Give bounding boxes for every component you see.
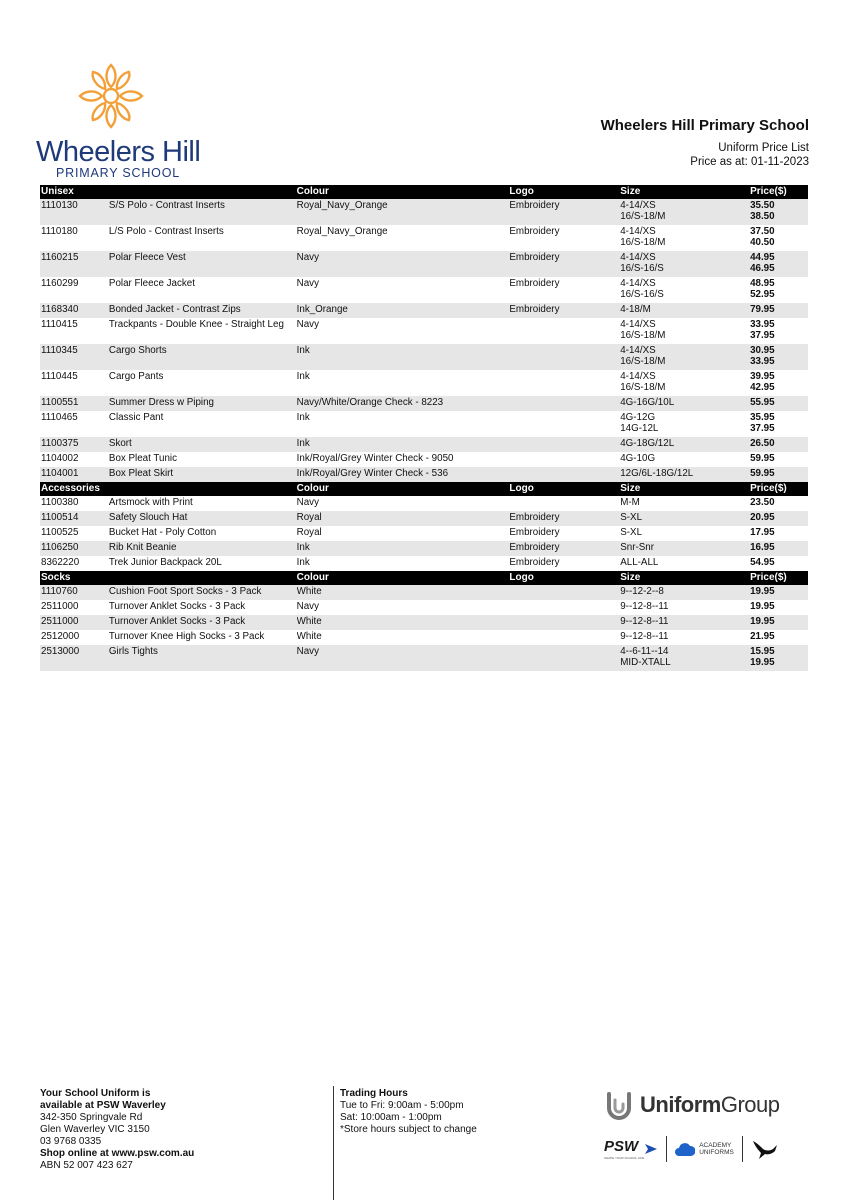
- item-colour: Ink/Royal/Grey Winter Check - 9050: [296, 453, 454, 464]
- table-row: [40, 496, 808, 511]
- item-logo: [509, 631, 620, 642]
- table-row: [40, 411, 808, 437]
- price-value: 55.95: [750, 397, 775, 408]
- item-logo: Embroidery: [509, 226, 560, 237]
- item-description: Cushion Foot Sport Socks - 3 Pack: [108, 586, 262, 597]
- price-value: 19.95: [750, 616, 775, 627]
- sub-brands: [604, 1136, 809, 1162]
- table-row: [40, 452, 808, 467]
- item-sizes: [620, 468, 750, 479]
- item-sizes: [620, 601, 750, 612]
- item-colour: Ink: [296, 371, 310, 382]
- item-prices: [750, 438, 808, 449]
- size-value: 4-14/XS: [620, 278, 656, 289]
- price-header: Price($): [750, 186, 787, 197]
- price-value: 19.95: [750, 657, 775, 668]
- logo-header: Logo: [509, 483, 534, 494]
- price-value: 44.95: [750, 252, 775, 263]
- item-prices: [750, 304, 808, 315]
- item-prices: [750, 371, 808, 393]
- item-colour: Navy/White/Orange Check - 8223: [296, 397, 444, 408]
- item-code: 1100380: [41, 497, 79, 508]
- item-prices: [750, 497, 808, 508]
- store-address-1: 342-350 Springvale Rd: [40, 1112, 143, 1123]
- psw-tagline: SHAPE YOUR SCHOOL LIFE: [604, 1156, 645, 1160]
- item-prices: [750, 601, 808, 612]
- item-colour: Royal: [296, 512, 322, 523]
- size-value: 4G-16G/10L: [620, 397, 675, 408]
- item-description: Safety Slouch Hat: [108, 512, 188, 523]
- size-value: 4G-10G: [620, 453, 656, 464]
- item-description: Box Pleat Tunic: [108, 453, 177, 464]
- page-subtitle: Uniform Price List: [718, 142, 809, 154]
- item-code: 2512000: [41, 631, 80, 642]
- price-value: 39.95: [750, 371, 775, 382]
- price-value: 30.95: [750, 345, 775, 356]
- item-code: 2511000: [41, 601, 79, 612]
- academy-logo: [675, 1141, 734, 1157]
- item-logo: Embroidery: [509, 557, 560, 568]
- puma-cat-icon: [751, 1137, 779, 1161]
- item-sizes: [620, 527, 750, 538]
- item-code: 1168340: [41, 304, 79, 315]
- size-value: 16/S-18/M: [620, 382, 666, 393]
- hours-note: *Store hours subject to change: [340, 1124, 477, 1135]
- size-value: MID-XTALL: [620, 657, 671, 668]
- price-value: 26.50: [750, 438, 775, 449]
- price-value: 42.95: [750, 382, 775, 393]
- item-sizes: [620, 616, 750, 627]
- price-value: 40.50: [750, 237, 775, 248]
- item-description: Turnover Anklet Socks - 3 Pack: [108, 601, 246, 612]
- item-description: Bucket Hat - Poly Cotton: [108, 527, 217, 538]
- item-code: 2511000: [41, 616, 79, 627]
- item-prices: [750, 542, 808, 553]
- price-header: Price($): [750, 572, 787, 583]
- hours-title: Trading Hours: [340, 1088, 408, 1099]
- item-logo: Embroidery: [509, 527, 560, 538]
- item-logo: Embroidery: [509, 304, 560, 315]
- size-value: 14G-12L: [620, 423, 659, 434]
- item-description: Turnover Anklet Socks - 3 Pack: [108, 616, 246, 627]
- item-description: Skort: [108, 438, 132, 449]
- table-row: [40, 526, 808, 541]
- section-header: [40, 482, 808, 496]
- footer-divider: [333, 1086, 334, 1200]
- brand-separator: [666, 1136, 667, 1162]
- item-sizes: [620, 438, 750, 449]
- table-row: [40, 630, 808, 645]
- item-code: 1160215: [41, 252, 79, 263]
- size-value: 4-14/XS: [620, 252, 656, 263]
- size-value: M-M: [620, 497, 640, 508]
- price-value: 46.95: [750, 263, 775, 274]
- table-row: [40, 585, 808, 600]
- item-description: Summer Dress w Piping: [108, 397, 214, 408]
- item-description: Rib Knit Beanie: [108, 542, 177, 553]
- item-colour: Navy: [296, 252, 319, 263]
- item-sizes: [620, 646, 750, 668]
- store-phone: 03 9768 0335: [40, 1136, 102, 1147]
- table-row: [40, 437, 808, 452]
- price-value: 33.95: [750, 356, 775, 367]
- item-prices: [750, 557, 808, 568]
- item-description: Trek Junior Backpack 20L: [108, 557, 222, 568]
- item-colour: Ink: [296, 557, 310, 568]
- size-value: 4-14/XS: [620, 371, 656, 382]
- price-value: 19.95: [750, 601, 775, 612]
- size-value: Snr-Snr: [620, 542, 654, 553]
- table-row: [40, 600, 808, 615]
- hours-saturday: Sat: 10:00am - 1:00pm: [340, 1112, 442, 1123]
- item-description: L/S Polo - Contrast Inserts: [108, 226, 224, 237]
- item-code: 1110130: [41, 200, 78, 211]
- item-description: S/S Polo - Contrast Inserts: [108, 200, 225, 211]
- size-header: Size: [620, 483, 641, 494]
- item-prices: [750, 412, 808, 434]
- item-logo: [509, 438, 620, 449]
- item-sizes: [620, 345, 750, 367]
- size-value: 16/S-18/M: [620, 330, 666, 341]
- table-row: [40, 467, 808, 482]
- item-description: Girls Tights: [108, 646, 158, 657]
- item-logo: Embroidery: [509, 200, 560, 211]
- table-row: [40, 303, 808, 318]
- colour-header: Colour: [296, 483, 329, 494]
- item-code: 1100375: [41, 438, 79, 449]
- item-logo: [509, 319, 620, 341]
- table-row: [40, 370, 808, 396]
- item-code: 1104001: [41, 468, 79, 479]
- item-sizes: [620, 586, 750, 597]
- flower-logo-icon: [76, 60, 146, 132]
- item-colour: White: [296, 586, 322, 597]
- item-sizes: [620, 304, 750, 315]
- hours-weekday: Tue to Fri: 9:00am - 5:00pm: [340, 1100, 464, 1111]
- item-colour: Ink: [296, 345, 310, 356]
- item-prices: [750, 646, 808, 668]
- item-description: Cargo Shorts: [108, 345, 167, 356]
- item-prices: [750, 345, 808, 367]
- size-header: Size: [620, 572, 641, 583]
- store-abn: ABN 52 007 423 627: [40, 1160, 133, 1171]
- item-prices: [750, 397, 808, 408]
- size-value: 16/S-16/S: [620, 289, 664, 300]
- item-logo: [509, 601, 620, 612]
- item-prices: [750, 512, 808, 523]
- item-sizes: [620, 631, 750, 642]
- store-title-2: available at PSW Waverley: [40, 1100, 166, 1111]
- document-header: [601, 117, 809, 168]
- item-code: 1100551: [41, 397, 79, 408]
- price-value: 37.95: [750, 330, 775, 341]
- item-logo: [509, 412, 620, 434]
- item-prices: [750, 586, 808, 597]
- item-logo: [509, 586, 620, 597]
- price-value: 48.95: [750, 278, 775, 289]
- logo-header: Logo: [509, 186, 534, 197]
- table-row: [40, 225, 808, 251]
- item-prices: [750, 278, 808, 300]
- item-colour: Navy: [296, 319, 319, 330]
- size-value: 4--6-11--14: [620, 646, 669, 657]
- item-colour: Ink: [296, 438, 310, 449]
- size-value: 4-14/XS: [620, 319, 656, 330]
- table-row: [40, 541, 808, 556]
- item-sizes: [620, 453, 750, 464]
- item-code: 1104002: [41, 453, 79, 464]
- item-description: Polar Fleece Vest: [108, 252, 186, 263]
- item-description: Classic Pant: [108, 412, 164, 423]
- size-value: 16/S-18/M: [620, 237, 666, 248]
- table-row: [40, 511, 808, 526]
- size-value: S-XL: [620, 512, 643, 523]
- item-logo: Embroidery: [509, 252, 560, 263]
- price-table: [40, 185, 808, 671]
- item-code: 1110465: [41, 412, 78, 423]
- item-code: 1110760: [41, 586, 78, 597]
- academy-cloud-icon: [675, 1141, 695, 1157]
- size-value: 9--12-8--11: [620, 616, 669, 627]
- item-colour: Navy: [296, 601, 319, 612]
- size-value: 4G-12G: [620, 412, 656, 423]
- item-code: 1110345: [41, 345, 78, 356]
- page-title: Wheelers Hill Primary School: [600, 117, 809, 134]
- item-prices: [750, 453, 808, 464]
- item-code: 1110180: [41, 226, 78, 237]
- price-value: 16.95: [750, 542, 775, 553]
- table-row: [40, 396, 808, 411]
- section-name: Accessories: [41, 483, 100, 494]
- price-value: 35.95: [750, 412, 775, 423]
- item-code: 1160299: [41, 278, 79, 289]
- item-sizes: [620, 397, 750, 408]
- item-code: 1100525: [41, 527, 79, 538]
- item-logo: [509, 453, 620, 464]
- table-row: [40, 199, 808, 225]
- item-description: Box Pleat Skirt: [108, 468, 174, 479]
- price-value: 21.95: [750, 631, 775, 642]
- item-code: 8362220: [41, 557, 80, 568]
- brand-logos: [604, 1088, 809, 1162]
- item-prices: [750, 226, 808, 248]
- store-title-1: Your School Uniform is: [40, 1088, 151, 1099]
- item-logo: [509, 371, 620, 393]
- item-sizes: [620, 497, 750, 508]
- item-prices: [750, 468, 808, 479]
- table-row: [40, 318, 808, 344]
- price-value: 19.95: [750, 586, 775, 597]
- item-sizes: [620, 542, 750, 553]
- price-value: 17.95: [750, 527, 775, 538]
- psw-word: PSW: [604, 1138, 639, 1155]
- size-header: Size: [620, 186, 641, 197]
- size-value: ALL-ALL: [620, 557, 659, 568]
- item-colour: Navy: [296, 646, 319, 657]
- section-name: Unisex: [41, 186, 74, 197]
- uniform-word: Uniform: [640, 1092, 721, 1117]
- psw-logo: [604, 1138, 644, 1160]
- academy-word: ACADEMY: [699, 1142, 732, 1149]
- size-value: S-XL: [620, 527, 643, 538]
- item-colour: Ink_Orange: [296, 304, 348, 315]
- school-logo: [36, 60, 201, 180]
- item-sizes: [620, 252, 750, 274]
- price-value: 54.95: [750, 557, 775, 568]
- section-header: [40, 185, 808, 199]
- colour-header: Colour: [296, 572, 329, 583]
- store-info: [40, 1088, 194, 1172]
- price-value: 79.95: [750, 304, 775, 315]
- table-row: [40, 251, 808, 277]
- table-row: [40, 615, 808, 630]
- item-logo: [509, 345, 620, 367]
- brand-separator-2: [742, 1136, 743, 1162]
- price-value: 59.95: [750, 453, 775, 464]
- item-logo: Embroidery: [509, 278, 560, 289]
- colour-header: Colour: [296, 186, 329, 197]
- item-colour: Ink: [296, 542, 310, 553]
- store-address-2: Glen Waverley VIC 3150: [40, 1124, 150, 1135]
- item-prices: [750, 527, 808, 538]
- size-value: 16/S-18/M: [620, 356, 666, 367]
- section-name: Socks: [41, 572, 71, 583]
- item-code: 2513000: [41, 646, 80, 657]
- shop-online: Shop online at www.psw.com.au: [40, 1148, 195, 1159]
- item-sizes: [620, 319, 750, 341]
- price-value: 20.95: [750, 512, 775, 523]
- item-code: 1100514: [41, 512, 79, 523]
- size-value: 4G-18G/12L: [620, 438, 675, 449]
- item-description: Turnover Knee High Socks - 3 Pack: [108, 631, 265, 642]
- item-logo: [509, 497, 620, 508]
- table-row: [40, 556, 808, 571]
- item-sizes: [620, 226, 750, 248]
- item-colour: Royal: [296, 527, 322, 538]
- item-logo: [509, 616, 620, 627]
- size-value: 4-14/XS: [620, 226, 656, 237]
- table-row: [40, 645, 808, 671]
- table-row: [40, 344, 808, 370]
- size-value: 16/S-18/M: [620, 211, 666, 222]
- item-sizes: [620, 278, 750, 300]
- item-colour: Navy: [296, 278, 319, 289]
- price-value: 37.95: [750, 423, 775, 434]
- uniforms-word: UNIFORMS: [699, 1149, 734, 1156]
- item-colour: Navy: [296, 497, 319, 508]
- price-value: 59.95: [750, 468, 775, 479]
- item-code: 1106250: [41, 542, 79, 553]
- trading-hours: [340, 1088, 477, 1136]
- item-description: Artsmock with Print: [108, 497, 193, 508]
- price-header: Price($): [750, 483, 787, 494]
- psw-arrow-icon: [644, 1143, 658, 1155]
- item-prices: [750, 616, 808, 627]
- item-logo: [509, 468, 620, 479]
- item-code: 1110445: [41, 371, 78, 382]
- price-value: 33.95: [750, 319, 775, 330]
- item-prices: [750, 319, 808, 341]
- group-word: Group: [720, 1092, 780, 1117]
- item-logo: Embroidery: [509, 512, 560, 523]
- item-prices: [750, 631, 808, 642]
- size-value: 4-14/XS: [620, 345, 656, 356]
- item-prices: [750, 252, 808, 274]
- item-sizes: [620, 412, 750, 434]
- item-logo: [509, 397, 620, 408]
- size-value: 9--12-2--8: [620, 586, 664, 597]
- school-subtitle: PRIMARY SCHOOL: [56, 166, 180, 180]
- item-logo: Embroidery: [509, 542, 560, 553]
- item-sizes: [620, 200, 750, 222]
- section-header: [40, 571, 808, 585]
- price-value: 35.50: [750, 200, 775, 211]
- size-value: 16/S-16/S: [620, 263, 664, 274]
- item-colour: Ink/Royal/Grey Winter Check - 536: [296, 468, 449, 479]
- item-colour: White: [296, 631, 322, 642]
- item-description: Polar Fleece Jacket: [108, 278, 195, 289]
- item-code: 1110415: [41, 319, 78, 330]
- price-value: 15.95: [750, 646, 775, 657]
- uniform-group-icon: [604, 1088, 634, 1122]
- item-colour: Royal_Navy_Orange: [296, 200, 388, 211]
- size-value: 9--12-8--11: [620, 601, 669, 612]
- logo-header: Logo: [509, 572, 534, 583]
- item-colour: Ink: [296, 412, 310, 423]
- item-sizes: [620, 557, 750, 568]
- size-value: 12G/6L-18G/12L: [620, 468, 694, 479]
- item-colour: Royal_Navy_Orange: [296, 226, 388, 237]
- item-sizes: [620, 512, 750, 523]
- school-name: Wheelers Hill: [36, 136, 201, 168]
- price-date: Price as at: 01-11-2023: [690, 156, 809, 168]
- price-value: 23.50: [750, 497, 775, 508]
- uniform-group-logo: [604, 1088, 809, 1122]
- table-row: [40, 277, 808, 303]
- item-description: Trackpants - Double Knee - Straight Leg: [108, 319, 284, 330]
- size-value: 9--12-8--11: [620, 631, 669, 642]
- item-colour: White: [296, 616, 322, 627]
- item-description: Bonded Jacket - Contrast Zips: [108, 304, 241, 315]
- item-description: Cargo Pants: [108, 371, 164, 382]
- price-value: 52.95: [750, 289, 775, 300]
- item-prices: [750, 200, 808, 222]
- item-sizes: [620, 371, 750, 393]
- size-value: 4-14/XS: [620, 200, 656, 211]
- price-value: 38.50: [750, 211, 775, 222]
- item-logo: [509, 646, 620, 668]
- price-value: 37.50: [750, 226, 775, 237]
- size-value: 4-18/M: [620, 304, 651, 315]
